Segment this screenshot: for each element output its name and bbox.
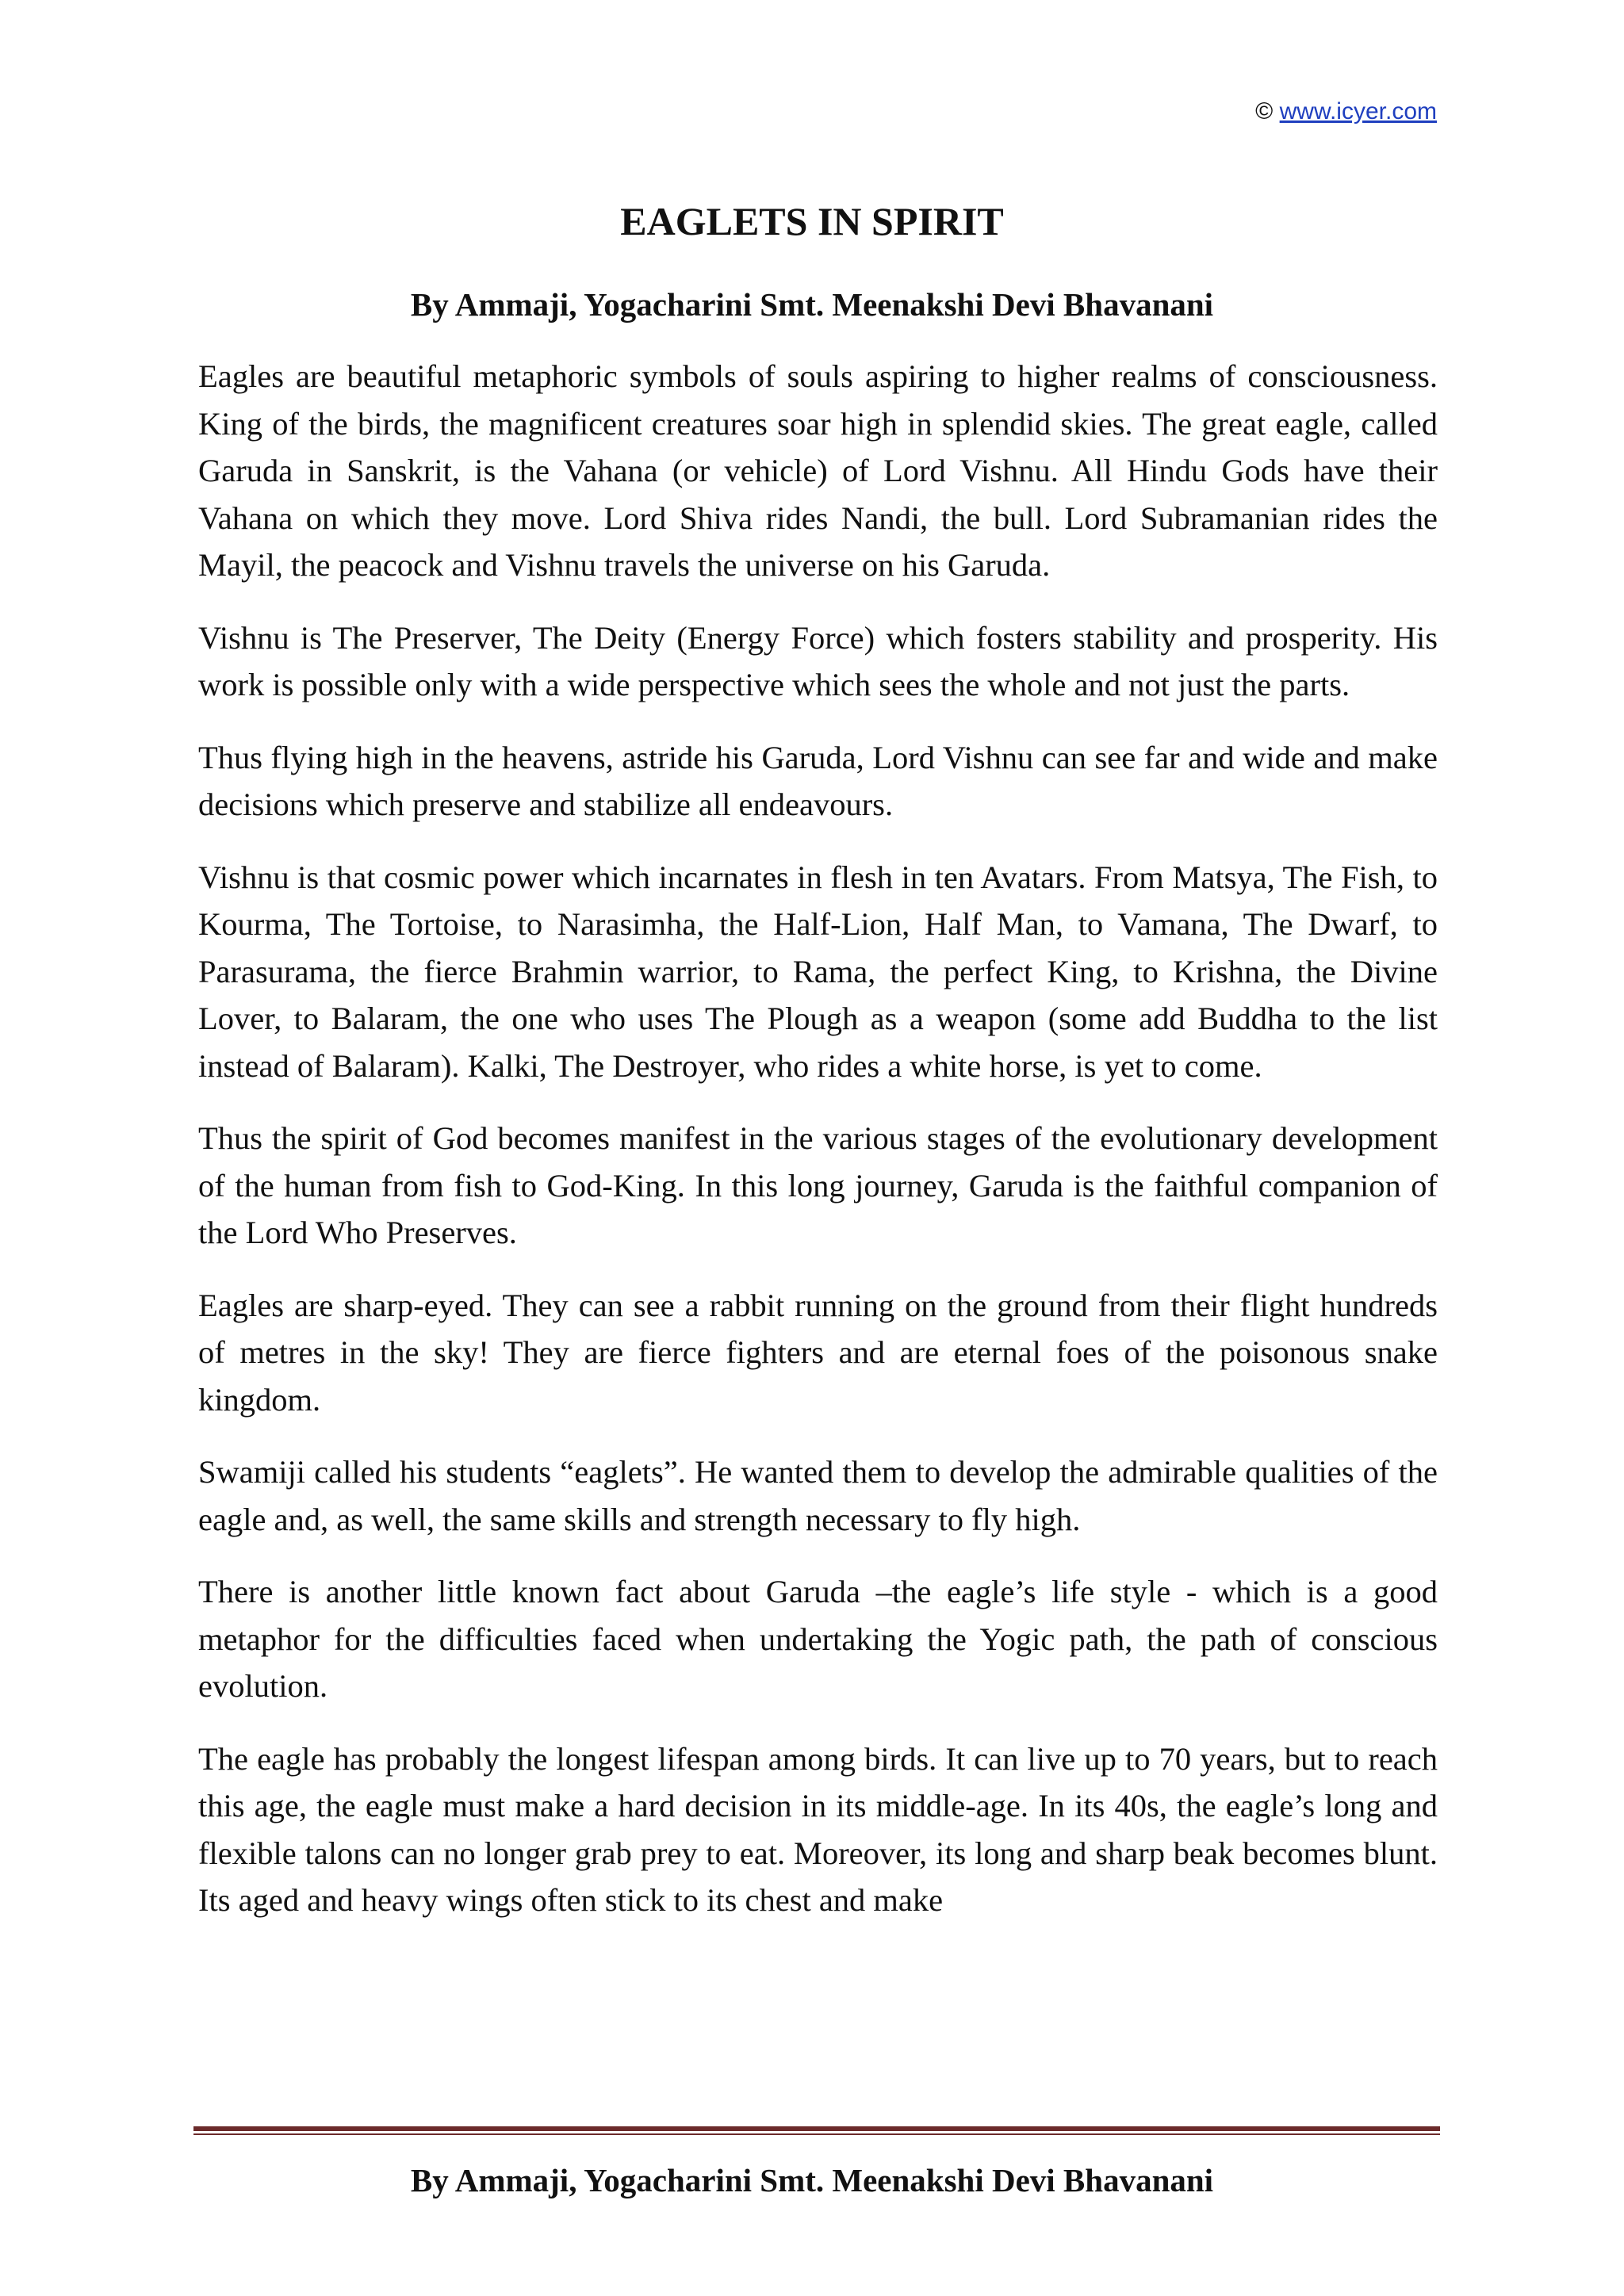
- copyright-symbol: ©: [1255, 98, 1274, 124]
- copyright-notice: [1255, 98, 1437, 125]
- paragraph-6: Eagles are sharp-eyed. They can see a rabbit running on the ground from their flight hundreds of metres in the sky! They are fierce fighters and are eternal foes of the poisonous snake kingdom.: [198, 1287, 1438, 1418]
- paragraph-1: Eagles are beautiful metaphoric symbols of souls aspiring to higher realms of consciousness. King of the birds, the magnificent creatures soar high in splendid skies. The great eagle, called Garuda in Sanskrit, is the Vahana (or vehicle) of Lord Vishnu. All Hindu Gods have their Vahana on which they move. Lord Shiva rides Nandi, the bull. Lord Subramanian rides the Mayil, the peacock and Vishnu travels the universe on his Garuda.: [198, 358, 1438, 583]
- paragraph-5: Thus the spirit of God becomes manifest in the various stages of the evolutionary development of the human from fish to God-King. In this long journey, Garuda is the faithful companion of the Lord Who Preserves.: [198, 1120, 1438, 1250]
- footer-author-line: By Ammaji, Yogacharini Smt. Meenakshi Devi Bhavanani: [410, 2162, 1214, 2198]
- paragraph-7: Swamiji called his students “eaglets”. He wanted them to develop the admirable qualities of the eagle and, as well, the same skills and strength necessary to fly high.: [198, 1454, 1438, 1537]
- paragraph-9: The eagle has probably the longest lifespan among birds. It can live up to 70 years, but to reach this age, the eagle must make a hard decision in its middle-age. In its 40s, the eagle’s long and flexible talons can no longer grab prey to eat. Moreover, its long and sharp beak becomes blunt. Its aged and heavy wings often stick to its chest and make: [198, 1740, 1438, 1918]
- document-title: EAGLETS IN SPIRIT: [620, 199, 1004, 243]
- paragraph-8: There is another little known fact about Garuda –the eagle’s life style - which is a good metaphor for the difficulties faced when undertaking the Yogic path, the path of conscious evolution.: [198, 1574, 1438, 1704]
- footer-divider-thin-line: [193, 2133, 1440, 2135]
- website-link[interactable]: www.icyer.com: [1279, 98, 1437, 124]
- paragraph-3: Thus flying high in the heavens, astride his Garuda, Lord Vishnu can see far and wide and make decisions which preserve and stabilize all endeavours.: [198, 739, 1438, 822]
- paragraph-4: Vishnu is that cosmic power which incarnates in flesh in ten Avatars. From Matsya, The Fish, to Kourma, The Tortoise, to Narasimha, the Half-Lion, Half Man, to Vamana, The Dwarf, to Parasurama, the fierce Brahmin warrior, to Rama, the perfect King, to Krishna, the Divine Lover, to Balaram, the one who uses The Plough as a weapon (some add Buddha to the list instead of Balaram). Kalki, The Destroyer, who rides a white horse, is yet to come.: [198, 859, 1438, 1084]
- footer-divider: [193, 2126, 1440, 2136]
- document-byline: By Ammaji, Yogacharini Smt. Meenakshi Devi Bhavanani: [410, 286, 1214, 323]
- paragraph-2: Vishnu is The Preserver, The Deity (Energy Force) which fosters stability and prosperity. His work is possible only with a wide perspective which sees the whole and not just the parts.: [198, 619, 1438, 702]
- footer-divider-thick-line: [193, 2126, 1440, 2131]
- article-body: [198, 353, 1438, 1950]
